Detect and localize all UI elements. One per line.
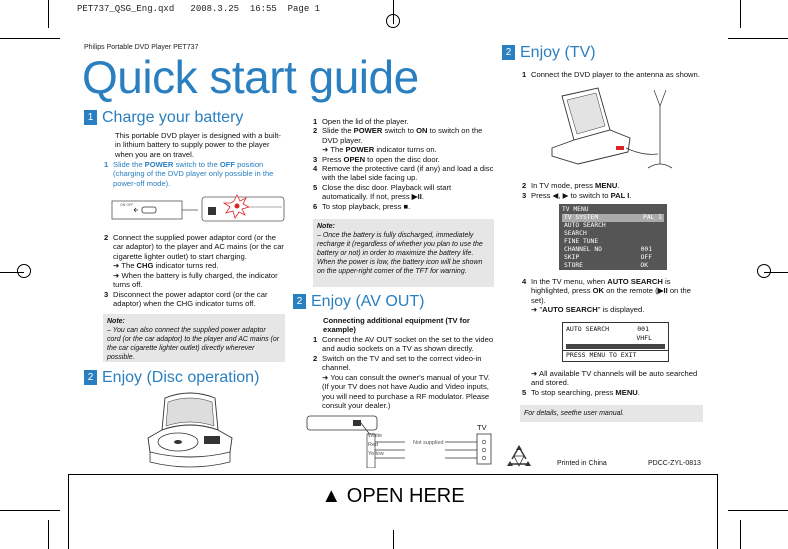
product-code: PDCC-ZYL-0813 [648, 460, 701, 467]
tv-menu-row: FINE TUNE [564, 238, 599, 245]
auto-search-label: AUTO SEARCH [566, 325, 610, 333]
section-title: Enjoy (AV OUT) [311, 293, 425, 310]
tv-step-4: 4 In the TV menu, when AUTO SEARCH is highlighted, press OK on the remote (▶II on the set). ➜ "AUTO SEARCH" is displayed. [522, 277, 691, 315]
not-supplied-label: Not supplied [413, 440, 444, 446]
cable-red-label: Red [368, 442, 379, 448]
tv-menu-row: TV SYSTEM PAL I [564, 214, 662, 221]
section-av-heading [293, 293, 425, 311]
svg-text:ON OFF: ON OFF [120, 203, 134, 207]
tv-label: TV [477, 423, 487, 432]
tv-menu-row: SKIP OFF [564, 254, 652, 261]
tv-step-5: 5 To stop searching, press MENU. [522, 388, 640, 397]
tv-menu-title: TV MENU [562, 206, 589, 213]
section-disc-heading [84, 369, 259, 387]
recycle-icon [504, 444, 534, 472]
registration-mark [386, 14, 400, 28]
power-switch-illustration [110, 193, 290, 228]
tv-menu-screen [559, 204, 667, 270]
printed-in-label: Printed in China [557, 460, 607, 467]
crop-mark [740, 520, 741, 549]
charge-intro: This portable DVD player is designed with a built-in lithium battery to supply power to the player when you are on travel. [115, 131, 281, 159]
cable-white-label: White [368, 433, 383, 439]
charge-step-3: 3 Disconnect the power adaptor cord (or the car adaptor) when the CHG indicator turns off. [104, 290, 268, 309]
tv-step-3: 3 Press ◀, ▶ to switch to PAL I. [522, 191, 632, 200]
section-charge-heading [84, 109, 243, 127]
brand-line: Philips Portable DVD Player PET737 [84, 44, 199, 51]
details-note: For details, seethe user manual. [520, 405, 703, 422]
registration-mark [757, 264, 771, 278]
tv-menu-row: SEARCH [564, 230, 587, 237]
auto-search-footer: PRESS MENU TO EXIT [563, 350, 668, 360]
disc-steps: 1 Open the lid of the player. 2 Slide the POWER switch to ON to switch on the DVD player. ➜ The POWER indicator turns on. 3 Press OPEN to open the disc door. 4 Remove the protective card (if any) and load a disc with the label side facing up. 5 Close the disc door. Playback will start automatically. If not, press ▶II. 6 To stop playback, press ■. [313, 117, 494, 211]
open-here-panel[interactable] [68, 474, 718, 549]
open-here-label: ▲ OPEN HERE [321, 485, 465, 507]
crop-mark [728, 510, 788, 511]
auto-search-screen [562, 322, 669, 362]
av-connection-illustration [305, 412, 495, 468]
crop-mark [740, 0, 741, 28]
crop-mark [48, 0, 49, 28]
section-number: 2 [293, 294, 306, 309]
section-title: Enjoy (TV) [520, 44, 596, 61]
charge-step-1: 1 Slide the POWER switch to the OFF position (charging of the DVD player only possible in the power-off mode). [104, 160, 274, 188]
auto-search-progress [566, 344, 665, 349]
tv-menu-row: CHANNEL NO 001 [564, 246, 652, 253]
av-subheading: Connecting additional equipment (TV for example) [323, 316, 470, 335]
charge-step-2: 2 Connect the supplied power adaptor cord (or the car adaptor) to the player and AC mains (or the car cigarette lighter outlet) to start charging. ➜ The CHG indicator turns red. ➜ When the battery is fully charged, the indicator turns off. [104, 233, 284, 290]
section-title: Charge your battery [102, 109, 244, 126]
charge-note: Note: – You can also connect the supplied power adaptor cord (or the car adaptor) to the player and AC mains (or the car cigarette lighter outlet) directly wherever possible. [103, 314, 285, 362]
disc-note: Note: – Once the battery is fully discharged, immediately recharge it (regardless of whether you plan to use the battery or not) in order to maximize the battery life. When the power is low, the battery icon will be shown on the upper-right corner of the TFT for warning. [313, 219, 494, 287]
tv-menu-row: STORE OK [564, 262, 648, 269]
crop-mark [0, 38, 60, 39]
tv-step-1: 1 Connect the DVD player to the antenna as shown. [522, 70, 700, 79]
page-title: Quick start guide [82, 51, 419, 103]
tv-step-2: 2 In TV mode, press MENU. [522, 181, 620, 190]
section-number: 2 [502, 45, 515, 60]
dvd-player-open-illustration [140, 390, 240, 470]
section-title: Enjoy (Disc operation) [102, 369, 260, 386]
tv-step-4-result: ➜ All available TV channels will be auto searched and stored. [531, 369, 698, 388]
file-slug: PET737_QSG_Eng.qxd 2008.3.25 16:55 Page 1 [77, 4, 321, 14]
section-number: 2 [84, 370, 97, 385]
crop-mark [0, 510, 60, 511]
auto-search-number: 001 [637, 325, 649, 333]
dvd-antenna-illustration [548, 86, 688, 176]
registration-mark [17, 264, 31, 278]
section-number: 1 [84, 110, 97, 125]
cable-yellow-label: Yellow [368, 451, 384, 457]
section-tv-heading [502, 44, 596, 62]
crop-mark [48, 520, 49, 549]
av-step-1: 1 Connect the AV OUT socket on the set to the video and audio sockets on a TV as shown directly. [313, 335, 494, 354]
tv-menu-row: AUTO SEARCH [564, 222, 606, 229]
crop-mark [728, 38, 788, 39]
auto-search-band: VHFL [636, 334, 652, 342]
av-step-2: 2 Switch on the TV and set to the correct video-in channel. ➜ You can consult the owner's manual of your TV. (If your TV does not have Audio and Video inputs, you will need to purchase a RF modulator. Please consult your dealer.) [313, 354, 490, 411]
